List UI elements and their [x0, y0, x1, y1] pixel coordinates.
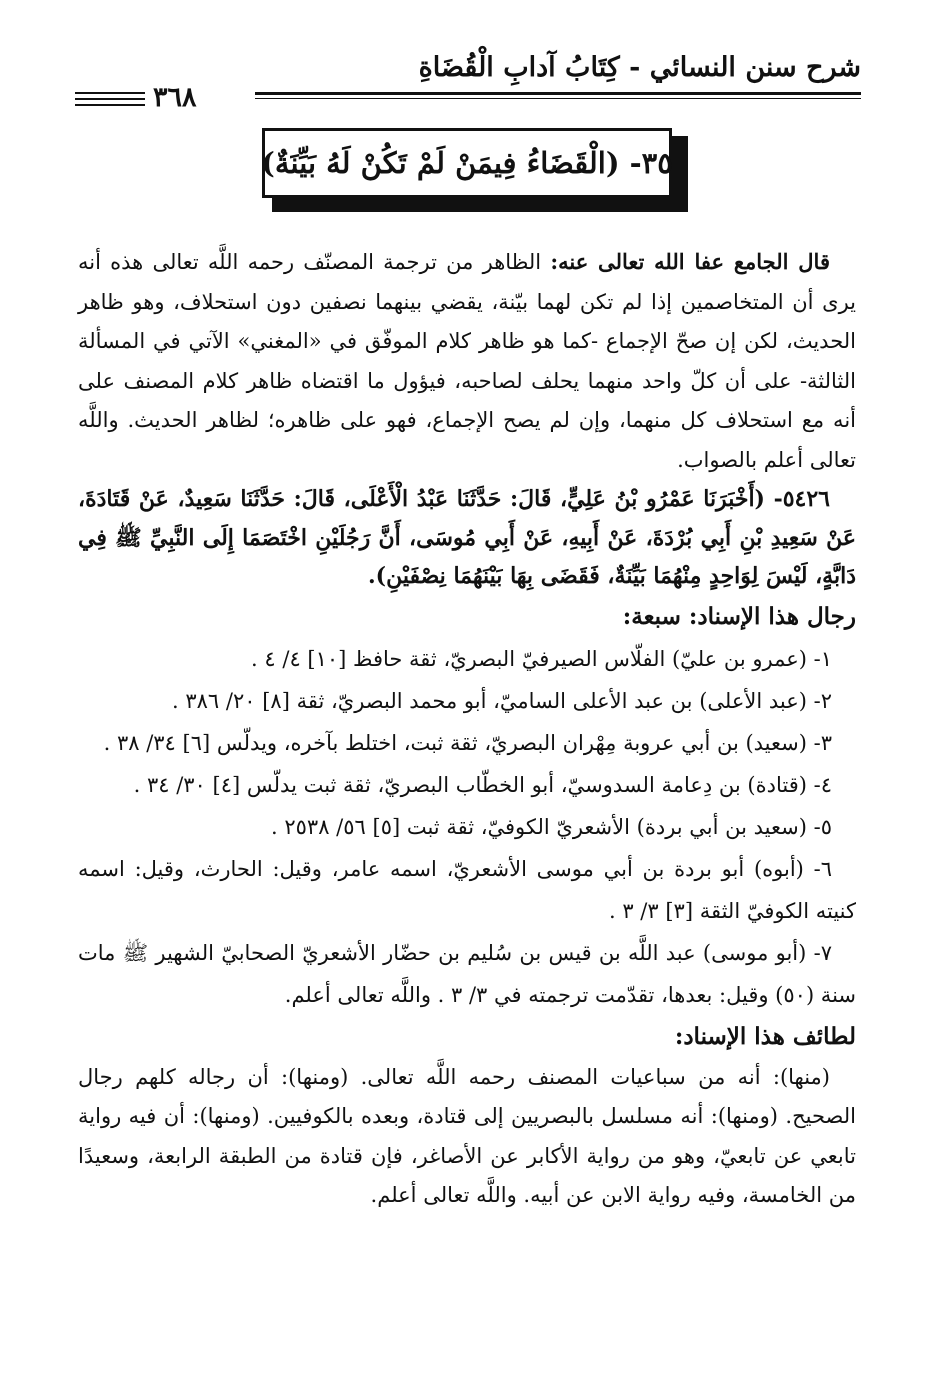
narrators-heading: رجال هذا الإسناد: سبعة:: [622, 602, 856, 630]
narrator-item: ٧- (أبو موسى) عبد اللَّه بن قيس بن سُليم بن حضّار الأشعريّ الصحابيّ الشهير ﷺ مات سنة (٥٠) وقيل: بعدها، تقدّمت ترجمته في ٣/ ٣ . واللَّه تعالى أعلم.: [78, 940, 856, 1007]
narrator-item: ٤- (قتادة) بن دِعامة السدوسيّ، أبو الخطّاب البصريّ، ثقة ثبت يدلّس [٤] ٣٠/ ٣٤ .: [133, 772, 832, 797]
commentary-lead: قال الجامع عفا الله تعالى عنه:: [550, 249, 830, 274]
page-number-bars: [75, 92, 145, 110]
narrator-item: ٥- (سعيد بن أبي بردة) الأشعريّ الكوفيّ، ثقة ثبت [٥] ٥٦/ ٢٥٣٨ .: [271, 814, 832, 839]
subtleties-heading: لطائف هذا الإسناد:: [674, 1022, 856, 1050]
narrator-item: ١- (عمرو بن عليّ) الفلّاس الصيرفيّ البصريّ، ثقة حافظ [١٠] ٤/ ٤ .: [251, 646, 832, 671]
page-number-block: [75, 82, 255, 113]
page-header: [75, 52, 861, 112]
commentary-paragraph: [78, 242, 856, 480]
running-title: شرح سنن النسائي - كِتَابُ آدابِ الْقُضَاةِ: [418, 52, 861, 83]
hadith-text: ٥٤٢٦- (أَخْبَرَنَا عَمْرُو بْنُ عَلِيٍّ، قَالَ: حَدَّثَنَا عَبْدُ الْأَعْلَى، قَالَ: حَدَّثَنَا سَعِيدٌ، عَنْ قَتَادَةَ، عَنْ سَعِيدِ بْنِ أَبِي بُرْدَةَ، عَنْ أَبِيهِ، عَنْ أَبِي مُوسَى، أَنَّ رَجُلَيْنِ اخْتَصَمَا إِلَى النَّبِيِّ ﷺ فِي دَابَّةٍ، لَيْسَ لِوَاحِدٍ مِنْهُمَا بَيِّنَةٌ، فَقَضَى بِهَا بَيْنَهُمَا نِصْفَيْنِ).: [78, 486, 856, 589]
narrator-item: ٢- (عبد الأعلى) بن عبد الأعلى الساميّ، أبو محمد البصريّ، ثقة [٨] ٢٠/ ٣٨٦ .: [172, 688, 832, 713]
commentary-text: الظاهر من ترجمة المصنّف رحمه اللَّه تعالى هذه أنه يرى أن المتخاصمين إذا لم تكن لهما بيّنة، يقضي بينهما نصفين دون استحلاف، وهو ظاهر الحديث، لكن إن صحّ الإجماع -كما هو ظاهر كلام الموفّق في «المغني» الآتي في المسألة الثالثة- على أن كلّ واحد منهما يحلف لصاحبه، فيؤول ما اقتضاه ظاهر كلام المصنف على أنه مع استحلاف كل منهما، وإن لم يصح الإجماع، فهو على ظاهره؛ لظاهر الحديث. واللَّه تعالى أعلم بالصواب.: [78, 250, 856, 472]
subtleties-text: (منها): أنه من سباعيات المصنف رحمه اللَّه تعالى. (ومنها): أن رجاله كلهم رجال الصحيح. (ومنها): أنه مسلسل بالبصريين إلى قتادة، وبعده بالكوفيين. (ومنها): أن فيه رواية تابعي عن تابعيّ، وهو من رواية الأكابر عن الأصاغر، فإن قتادة من الطبقة الرابعة، وسعيدًا من الخامسة، وفيه رواية الابن عن أبيه. واللَّه تعالى أعلم.: [78, 1064, 856, 1207]
page-number: ٣٦٨: [153, 82, 197, 113]
chapter-title: ٣٥- (الْقَضَاءُ فِيمَنْ لَمْ تَكُنْ لَهُ بَيِّنَةٌ): [261, 146, 673, 180]
narrator-item: ٣- (سعيد) بن أبي عروبة مِهْران البصريّ، ثقة ثبت، اختلط بآخره، ويدلّس [٦] ٣٤/ ٣٨ .: [103, 730, 832, 755]
chapter-box: [262, 128, 672, 198]
narrator-item: ٦- (أبوه) أبو بردة بن أبي موسى الأشعريّ، اسمه عامر، وقيل: الحارث، وقيل: اسمه كنيته الكوفيّ الثقة [٣] ٣/ ٣ .: [78, 856, 856, 923]
page-content: [78, 242, 856, 1216]
